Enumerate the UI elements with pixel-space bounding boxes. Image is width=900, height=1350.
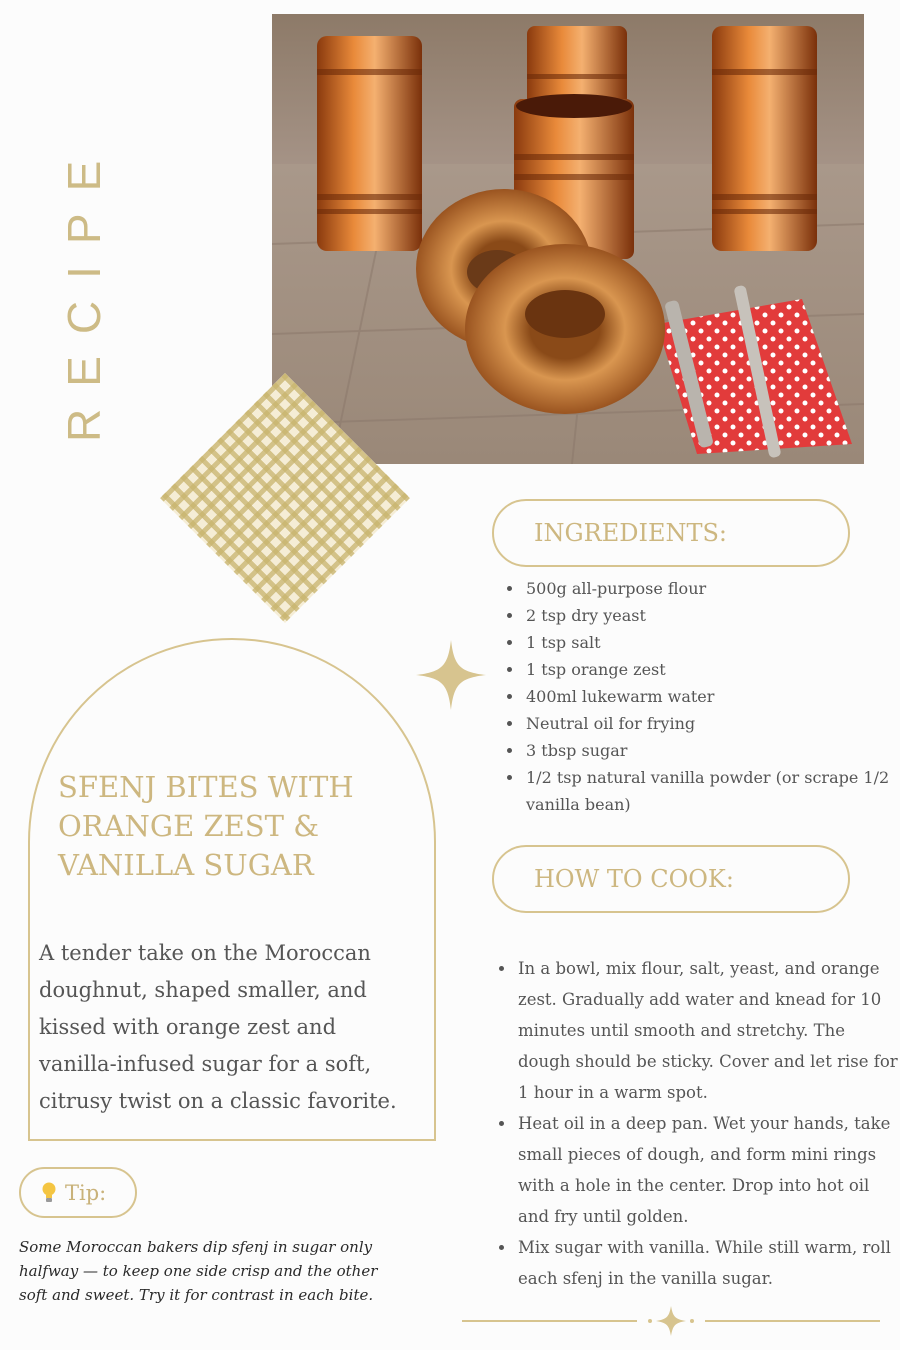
ingredients-heading-label: INGREDIENTS: (534, 519, 728, 547)
tip-label: Tip: (65, 1180, 107, 1205)
list-item: • Neutral oil for frying (524, 710, 896, 737)
ingredients-heading (492, 499, 850, 567)
list-item: • 1/2 tsp natural vanilla powder (or scrape 1/2 vanilla bean) (524, 764, 896, 818)
recipe-title: SFENJ BITES WITH ORANGE ZEST & VANILLA SUGAR (58, 770, 354, 882)
recipe-description: A tender take on the Moroccan doughnut, shaped smaller, and kissed with orange zest and vanilla-infused sugar for a soft, citrusy twist on a classic favorite. (39, 941, 397, 1113)
list-item: • 1 tsp orange zest (524, 656, 896, 683)
ingredients-list (498, 575, 896, 818)
list-item: • 3 tbsp sugar (524, 737, 896, 764)
tip-text: Some Moroccan bakers dip sfenj in sugar only halfway — to keep one side crisp and the other soft and sweet. Try it for contrast in each bite. (19, 1238, 378, 1304)
recipe-side-label: RECIPE (58, 138, 110, 442)
sparkle-icon (416, 640, 486, 710)
list-item: • 400ml lukewarm water (524, 683, 896, 710)
list-item: • 500g all-purpose flour (524, 575, 896, 602)
tip-badge (19, 1167, 137, 1218)
list-item: • 1 tsp salt (524, 629, 896, 656)
cook-steps-list (492, 953, 898, 1294)
lightbulb-icon (41, 1182, 57, 1204)
list-item: • Heat oil in a deep pan. Wet your hands, take small pieces of dough, and form mini rings with a hole in the center. Drop into hot oil and fry until golden. (516, 1108, 898, 1232)
sfenj-photo (272, 14, 864, 464)
list-item: • 2 tsp dry yeast (524, 602, 896, 629)
how-to-cook-heading (492, 845, 850, 913)
list-item: • Mix sugar with vanilla. While still warm, roll each sfenj in the vanilla sugar. (516, 1232, 898, 1294)
sparkle-divider-icon (462, 1304, 880, 1338)
how-to-cook-heading-label: HOW TO COOK: (534, 865, 734, 893)
list-item: • In a bowl, mix flour, salt, yeast, and orange zest. Gradually add water and knead for 10 minutes until smooth and stretchy. The dough should be sticky. Cover and let rise for 1 hour in a warm spot. (516, 953, 898, 1108)
